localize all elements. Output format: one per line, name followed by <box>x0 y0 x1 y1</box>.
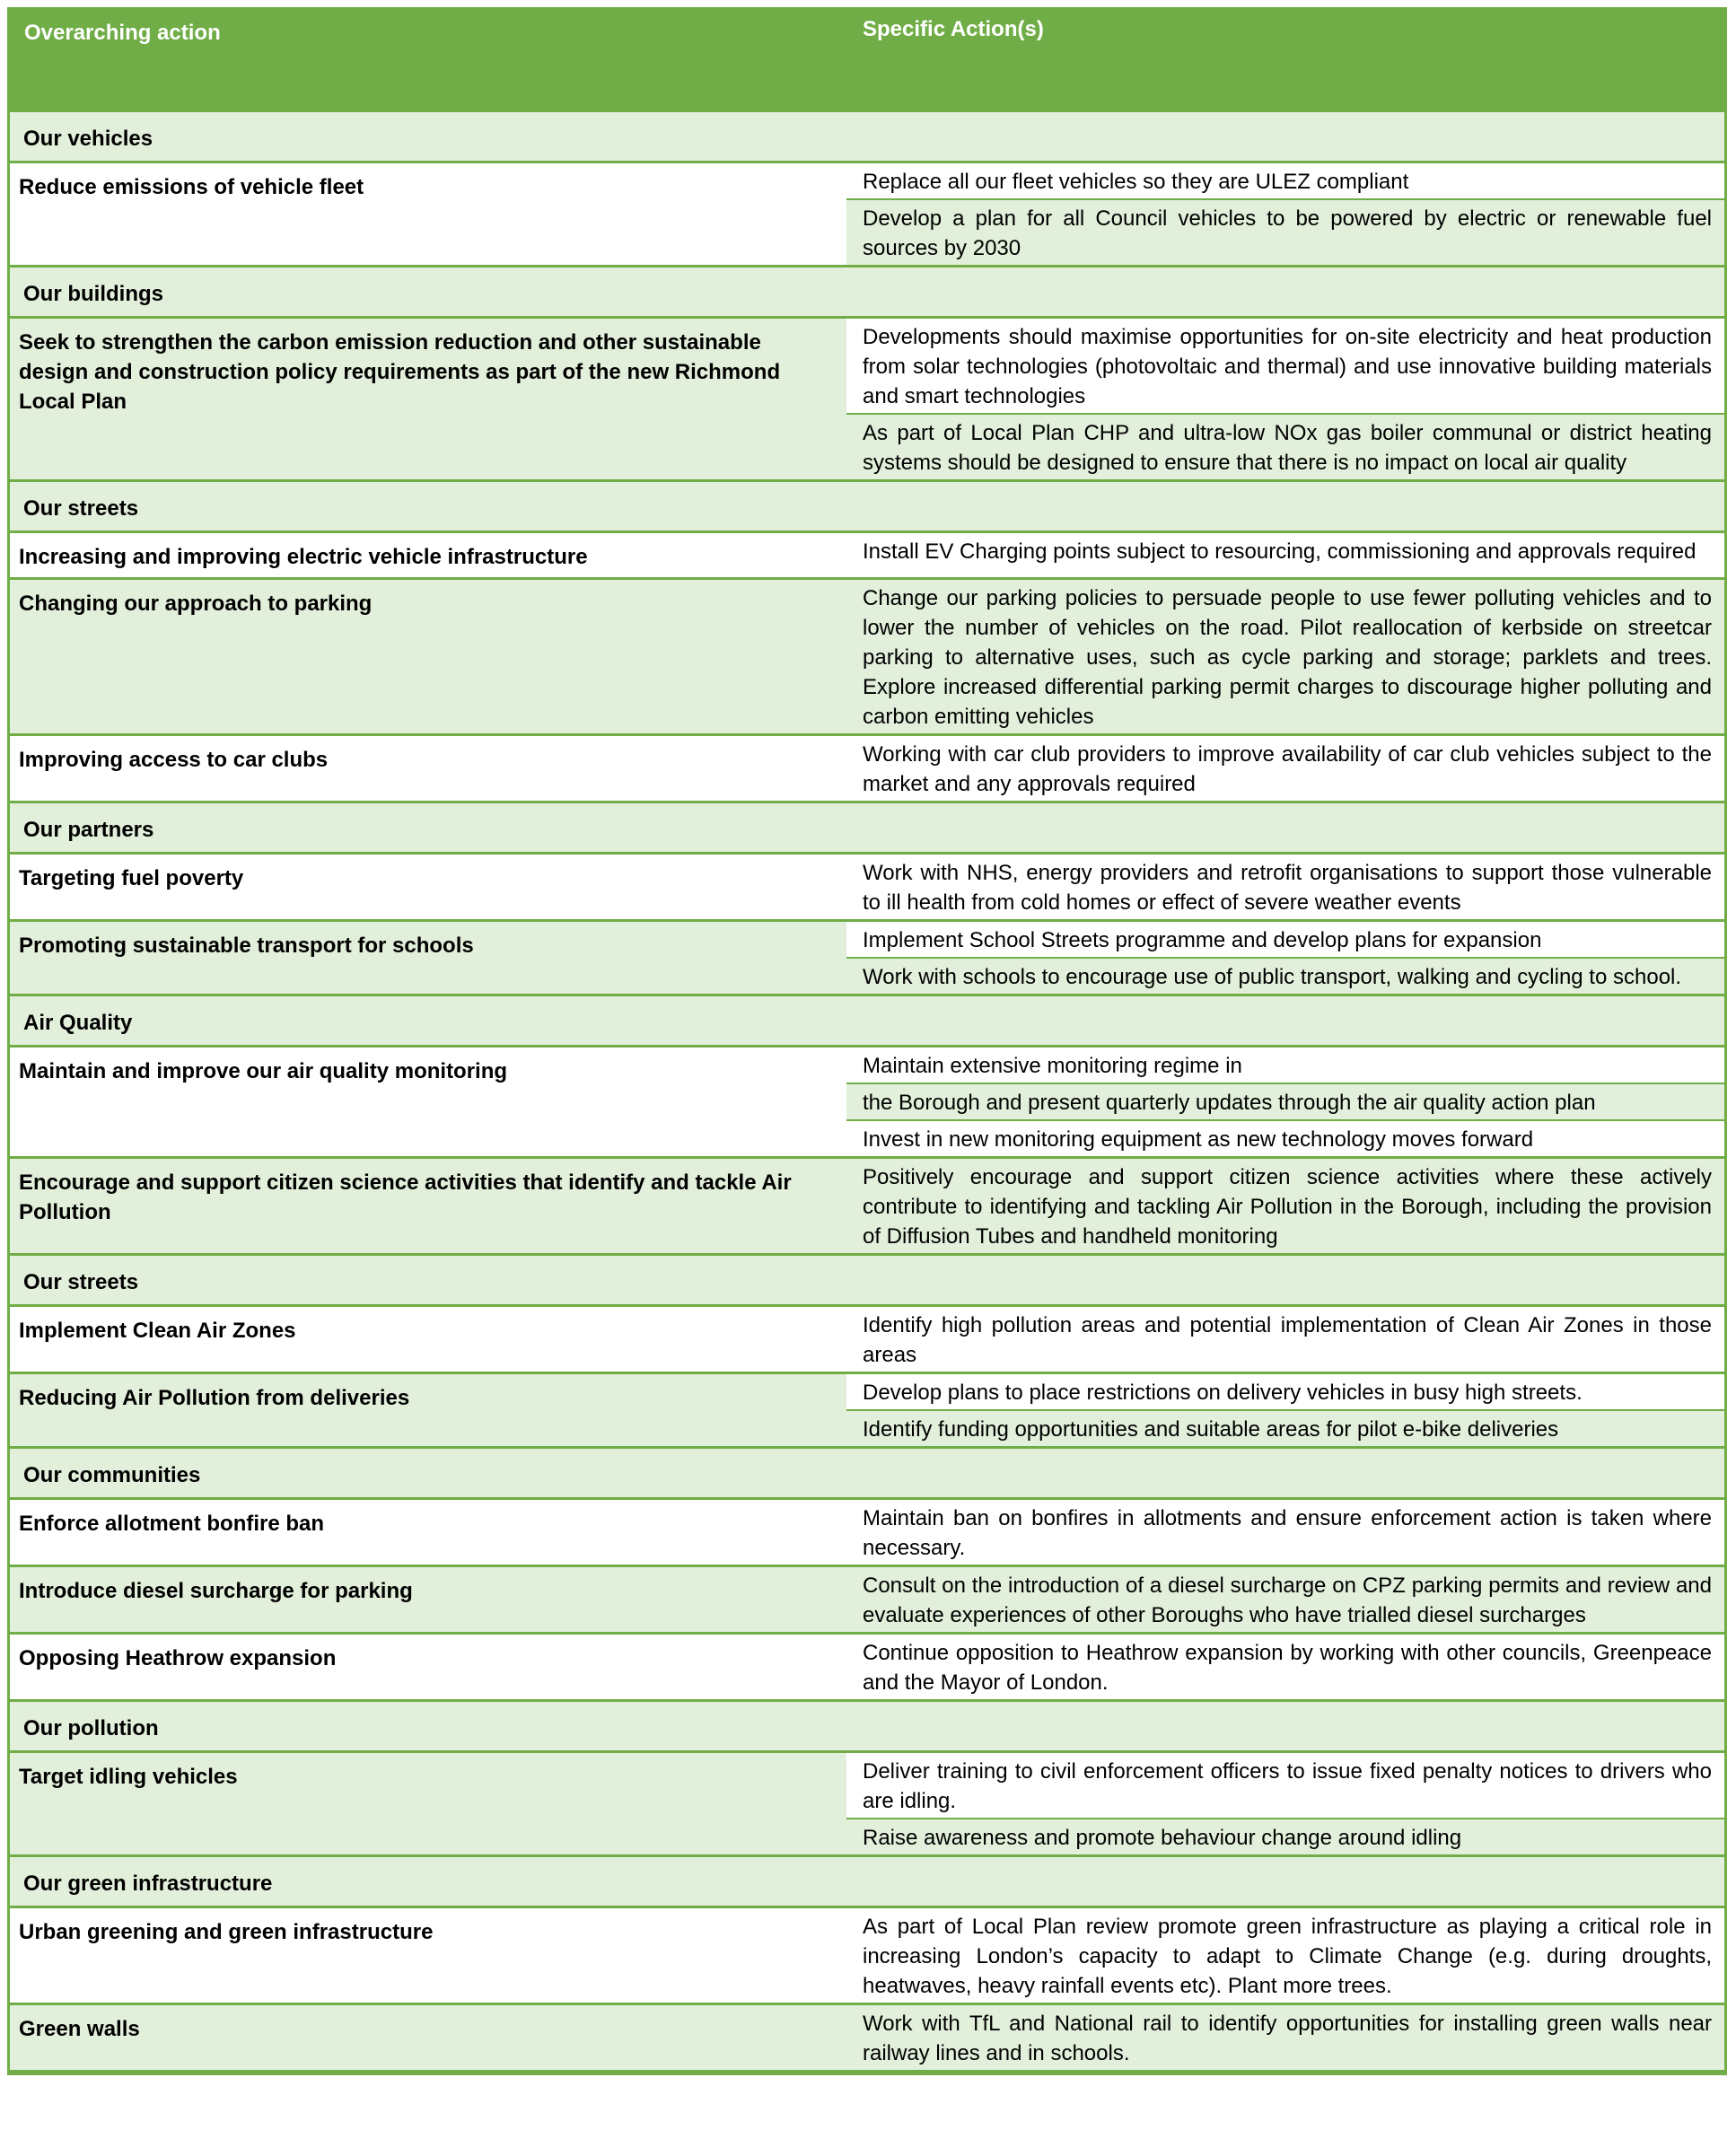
table-row <box>10 736 1724 803</box>
section-heading: Our communities <box>10 1449 1724 1500</box>
table-row <box>10 2005 1724 2073</box>
section-heading: Our vehicles <box>10 112 1724 163</box>
specific-action-item: Work with NHS, energy providers and retrofit organisations to support those vulnerable to ill health from cold homes or effect of severe weather events <box>846 855 1724 919</box>
overarching-action-cell: Target idling vehicles <box>19 1765 238 1789</box>
section-heading: Our green infrastructure <box>10 1857 1724 1908</box>
specific-action-item: As part of Local Plan review promote green infrastructure as playing a critical role in increasing London’s capacity to adapt to Climate Change (e.g. during droughts, heatwaves, heavy rainfall events etc). Plant more trees. <box>846 1908 1724 2003</box>
table-row <box>10 922 1724 996</box>
overarching-action-cell: Implement Clean Air Zones <box>19 1319 296 1343</box>
overarching-action-cell: Reducing Air Pollution from deliveries <box>19 1386 410 1410</box>
section-heading: Air Quality <box>10 996 1724 1048</box>
table-body <box>10 112 1724 2073</box>
overarching-action-cell: Seek to strengthen the carbon emission reduction and other sustainable design and construction policy requirements as part of the new Richmond Local Plan <box>19 330 781 414</box>
specific-actions-cell <box>846 1908 1724 2003</box>
table-row <box>10 1567 1724 1635</box>
specific-action-item: Develop a plan for all Council vehicles to be powered by electric or renewable fuel sources by 2030 <box>846 200 1724 265</box>
overarching-action-cell: Enforce allotment bonfire ban <box>19 1512 325 1536</box>
table-row <box>10 319 1724 482</box>
specific-action-item: Developments should maximise opportunities for on-site electricity and heat production from solar technologies (photovoltaic and thermal) and use innovative building materials and smart technologies <box>846 319 1724 415</box>
overarching-action-cell: Urban greening and green infrastructure <box>19 1920 434 1944</box>
specific-action-item: Develop plans to place restrictions on delivery vehicles in busy high streets. <box>846 1374 1724 1411</box>
overarching-action-cell: Changing our approach to parking <box>19 592 373 616</box>
overarching-action-cell: Increasing and improving electric vehicle infrastructure <box>19 545 588 569</box>
specific-actions-cell <box>846 1048 1724 1156</box>
section-heading: Our streets <box>10 482 1724 533</box>
table-row <box>10 1635 1724 1702</box>
specific-actions-cell <box>846 580 1724 733</box>
specific-action-item: Implement School Streets programme and develop plans for expansion <box>846 922 1724 959</box>
specific-actions-cell <box>846 855 1724 919</box>
specific-action-item: Maintain extensive monitoring regime in <box>846 1048 1724 1084</box>
specific-actions-cell <box>846 736 1724 801</box>
specific-actions-cell <box>846 1500 1724 1565</box>
overarching-action-cell: Green walls <box>19 2017 140 2041</box>
specific-action-item: Deliver training to civil enforcement officers to issue fixed penalty notices to drivers who are idling. <box>846 1753 1724 1819</box>
specific-action-item: Work with TfL and National rail to identify opportunities for installing green walls near railway lines and in schools. <box>846 2005 1724 2070</box>
table-row <box>10 1500 1724 1567</box>
specific-actions-cell <box>846 1307 1724 1372</box>
specific-action-item: Install EV Charging points subject to resourcing, commissioning and approvals required <box>846 533 1724 568</box>
actions-table <box>7 7 1727 2075</box>
specific-actions-cell <box>846 533 1724 577</box>
specific-action-item: Raise awareness and promote behaviour change around idling <box>846 1819 1724 1854</box>
overarching-action-cell: Targeting fuel poverty <box>19 866 244 890</box>
table-header <box>10 10 1724 112</box>
overarching-action-cell: Promoting sustainable transport for schools <box>19 934 474 958</box>
specific-action-item: Identify funding opportunities and suitable areas for pilot e-bike deliveries <box>846 1411 1724 1446</box>
specific-action-item: Change our parking policies to persuade people to use fewer polluting vehicles and to lower the number of vehicles on the road. Pilot reallocation of kerbside on streetcar parking to alternative uses, such as cycle parking and storage; parklets and trees. Explore increased differential parking permit charges to discourage higher polluting and carbon emitting vehicles <box>846 580 1724 733</box>
table-row <box>10 1753 1724 1857</box>
table-row <box>10 1048 1724 1159</box>
specific-action-item: Consult on the introduction of a diesel surcharge on CPZ parking permits and review and evaluate experiences of other Boroughs who have trialled diesel surcharges <box>846 1567 1724 1632</box>
table-row <box>10 1307 1724 1374</box>
specific-action-item: Work with schools to encourage use of public transport, walking and cycling to school. <box>846 959 1724 994</box>
specific-action-item: Working with car club providers to improve availability of car club vehicles subject to the market and any approvals required <box>846 736 1724 801</box>
overarching-action-cell: Encourage and support citizen science activities that identify and tackle Air Pollution <box>19 1170 792 1224</box>
specific-actions-cell <box>846 163 1724 265</box>
specific-action-item: Invest in new monitoring equipment as new technology moves forward <box>846 1121 1724 1156</box>
table-row <box>10 580 1724 736</box>
overarching-action-cell: Introduce diesel surcharge for parking <box>19 1579 413 1603</box>
specific-action-item: Replace all our fleet vehicles so they are ULEZ compliant <box>846 163 1724 200</box>
specific-action-item: Maintain ban on bonfires in allotments and ensure enforcement action is taken where necessary. <box>846 1500 1724 1565</box>
specific-actions-cell <box>846 319 1724 479</box>
specific-action-item: Identify high pollution areas and potential implementation of Clean Air Zones in those areas <box>846 1307 1724 1372</box>
specific-actions-cell <box>846 1159 1724 1253</box>
section-heading: Our streets <box>10 1256 1724 1307</box>
specific-action-item: As part of Local Plan CHP and ultra-low NOx gas boiler communal or district heating systems should be designed to ensure that there is no impact on local air quality <box>846 415 1724 479</box>
table-row <box>10 1374 1724 1449</box>
specific-actions-cell <box>846 922 1724 994</box>
table-row <box>10 1908 1724 2005</box>
specific-actions-cell <box>846 1567 1724 1632</box>
specific-actions-cell <box>846 2005 1724 2070</box>
table-row <box>10 163 1724 267</box>
table-row <box>10 533 1724 580</box>
specific-actions-cell <box>846 1635 1724 1699</box>
table-row <box>10 1159 1724 1256</box>
overarching-action-cell: Opposing Heathrow expansion <box>19 1646 337 1670</box>
section-heading: Our partners <box>10 803 1724 855</box>
specific-actions-cell <box>846 1374 1724 1446</box>
specific-action-item: Positively encourage and support citizen science activities where these actively contribute to identifying and tackling Air Pollution in the Borough, including the provision of Diffusion Tubes and handheld monitoring <box>846 1159 1724 1253</box>
table-row <box>10 855 1724 922</box>
overarching-action-cell: Improving access to car clubs <box>19 748 329 772</box>
overarching-action-cell: Maintain and improve our air quality monitoring <box>19 1059 508 1083</box>
section-heading: Our buildings <box>10 267 1724 319</box>
section-heading: Our pollution <box>10 1702 1724 1753</box>
specific-actions-cell <box>846 1753 1724 1854</box>
specific-action-item: Continue opposition to Heathrow expansion by working with other councils, Greenpeace and the Mayor of London. <box>846 1635 1724 1699</box>
header-specific-actions: Specific Action(s) <box>863 17 1044 41</box>
header-overarching-action: Overarching action <box>24 21 221 45</box>
specific-action-item: the Borough and present quarterly updates through the air quality action plan <box>846 1084 1724 1121</box>
overarching-action-cell: Reduce emissions of vehicle fleet <box>19 175 364 199</box>
